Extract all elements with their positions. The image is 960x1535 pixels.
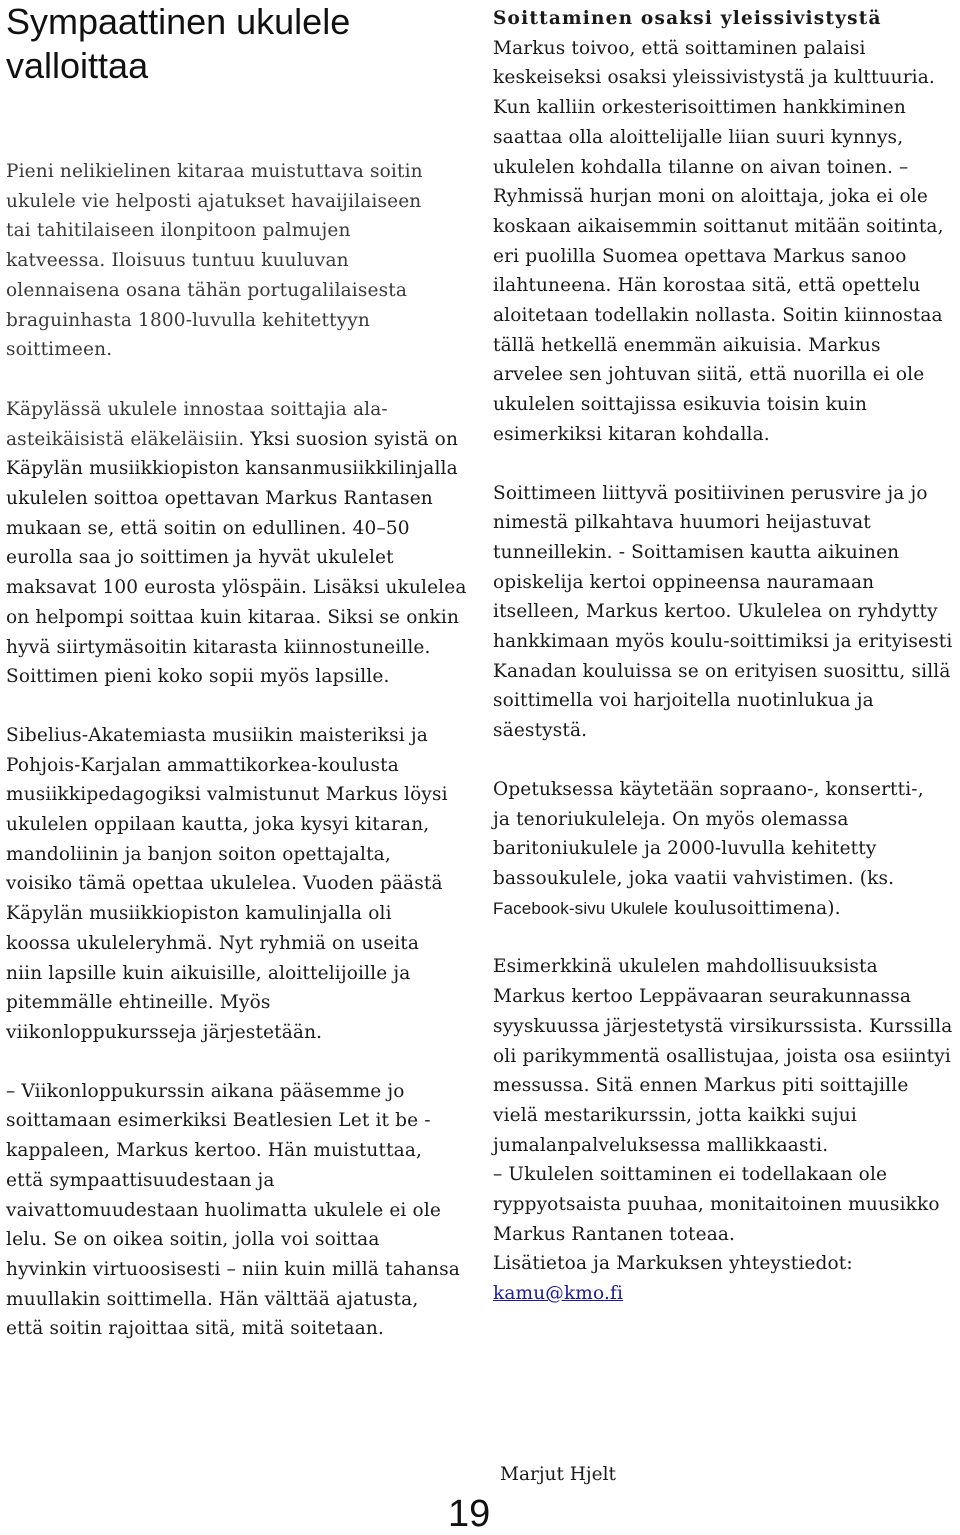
paragraph-4: – Viikonloppukurssin aikana pääsemme jo soittamaan esimerkiksi Beatlesien Let it be -kappaleen, Markus kertoo. Hän muistuttaa, että sympaattisuudestaan ja vaivattomuudestaan huolimatta ukulele ei ole lelu. Se on oikea soitin, jolla voi soittaa hyvinkin virtuoosisesti – niin kuin millä tahansa muullakin soittimella. Hän välttää ajatusta, että soitin rajoittaa sitä, mitä soitetaan. — [6, 1080, 460, 1340]
paragraph-r5: – Ukulelen soittaminen ei todellakaan ole ryppyotsaista puuhaa, monitaitoinen muusikko Markus Rantanen toteaa. — [493, 1164, 940, 1245]
contact-email-link[interactable]: kamu@kmo.fi — [493, 1283, 624, 1305]
right-column — [493, 0, 955, 1309]
paragraph-r2: Soittimeen liittyvä positiivinen perusvire ja jo nimestä pilkahtava huumori heijastuvat tunneillekin. - Soittamisen kautta aikuinen opiskelija kertoi oppineensa nauramaan itselleen, Markus kertoo. Ukulelea on ryhdytty hankkimaan myös koulu-soittimiksi ja erityisesti Kanadan kouluissa se on erityisen suosittu, sillä soittimella voi harjoitella nuotinlukua ja säestystä. — [493, 482, 953, 742]
paragraph-2-body: Yksi suosion syistä on Käpylän musiikkiopiston kansanmusiikkilinjalla ukulelen soittoa opettavan Markus Rantasen mukaan se, että soitin on edullinen. 40–50 eurolla saa jo soittimen ja hyvät ukulelet maksavat 100 eurosta ylöspäin. Lisäksi ukulelea on helpompi soittaa kuin kitaraa. Siksi se onkin hyvä siirtymäsoitin kitarasta kiinnostuneille. Soittimen pieni koko sopii myös lapsille. — [6, 428, 467, 688]
paragraph-r1 — [493, 4, 955, 450]
paragraph-r4: Esimerkkinä ukulelen mahdollisuuksista Markus kertoo Leppävaaran seurakunnassa syyskuussa järjestetystä virsikurssista. Kurssilla oli parikymmentä osallistujaa, joista osa esiintyi messussa. Sitä ennen Markus piti soittajille vielä mestarikurssin, jotta kaikki sujui jumalanpalveluksessa mallikkaasti. — [493, 956, 953, 1156]
facebook-reference: Facebook-sivu Ukulele — [493, 898, 669, 918]
paragraph-r3-tail: koulusoittimena). — [668, 897, 841, 919]
section-heading: Soittaminen osaksi yleissivistystä — [493, 8, 882, 29]
paragraph-r3 — [493, 775, 938, 924]
article-title-line2: valloittaa — [6, 45, 149, 86]
paragraph-3: Sibelius-Akatemiasta musiikin maisteriksi ja Pohjois-Karjalan ammattikorkea-koulusta musiikkipedagogiksi valmistunut Markus löysi ukulelen oppilaan kautta, joka kysyi kitaran, mandoliinin ja banjon soiton opettajalta, voisiko tämä opettaa ukulelea. Vuoden päästä Käpylän musiikkiopiston kamulinjalla oli koossa ukuleleryhmä. Nyt ryhmiä on useita niin lapsille kuin aikuisille, aloittelijoille ja pitemmälle ehtineille. Myös viikonloppukursseja järjestetään. — [6, 724, 448, 1043]
article-title-line1: Sympaattinen ukulele — [6, 1, 351, 42]
author-name: Marjut Hjelt — [500, 1464, 616, 1485]
paragraph-2-lead: Käpylässä ukulele innostaa soittajia ala-asteikäisistä eläkeläisiin. — [6, 398, 388, 450]
paragraph-2 — [6, 395, 468, 692]
left-column — [6, 0, 468, 1344]
contact-email-line — [493, 1279, 955, 1309]
paragraph-r1-body: Markus toivoo, että soittaminen palaisi keskeiseksi osaksi yleissivistystä ja kulttuuria. Kun kalliin orkesterisoittimen hankkiminen saattaa olla aloittelijalle liian suuri kynnys, ukulelen kohdalla tilanne on aivan toinen. – Ryhmissä hurjan moni on aloittaja, joka ei ole koskaan aikaisemmin soittanut mitään soitinta, eri puolilla Suomea opettava Markus sanoo ilahtuneena. Hän korostaa sitä, että opettelu aloitetaan todellakin nollasta. Soitin kiinnostaa tällä hetkellä enemmän aikuisia. Markus arvelee sen johtuvan siitä, että nuorilla ei ole ukulelen soittajissa esikuvia toisin kuin esimerkiksi kitaran kohdalla. — [493, 37, 944, 445]
article-title — [6, 0, 468, 88]
paragraph-r3-body: Opetuksessa käytetään sopraano-, konsertti-, ja tenoriukuleleja. On myös olemassa baritoniukulele ja 2000-luvulla kehitetty bassoukulele, joka vaatii vahvistimen. (ks. — [493, 778, 924, 889]
intro-paragraph: Pieni nelikielinen kitaraa muistuttava soitin ukulele vie helposti ajatukset havaijilaiseen tai tahitilaiseen ilonpitoon palmujen katveessa. Iloisuus tuntuu kuuluvan olennaisena osana tähän portugalilaisesta braguinhasta 1800-luvulla kehitettyyn soittimeen. — [6, 161, 423, 361]
page-number: 19 — [448, 1493, 491, 1535]
paragraph-r6: Lisätietoa ja Markuksen yhteystiedot: — [493, 1253, 853, 1275]
